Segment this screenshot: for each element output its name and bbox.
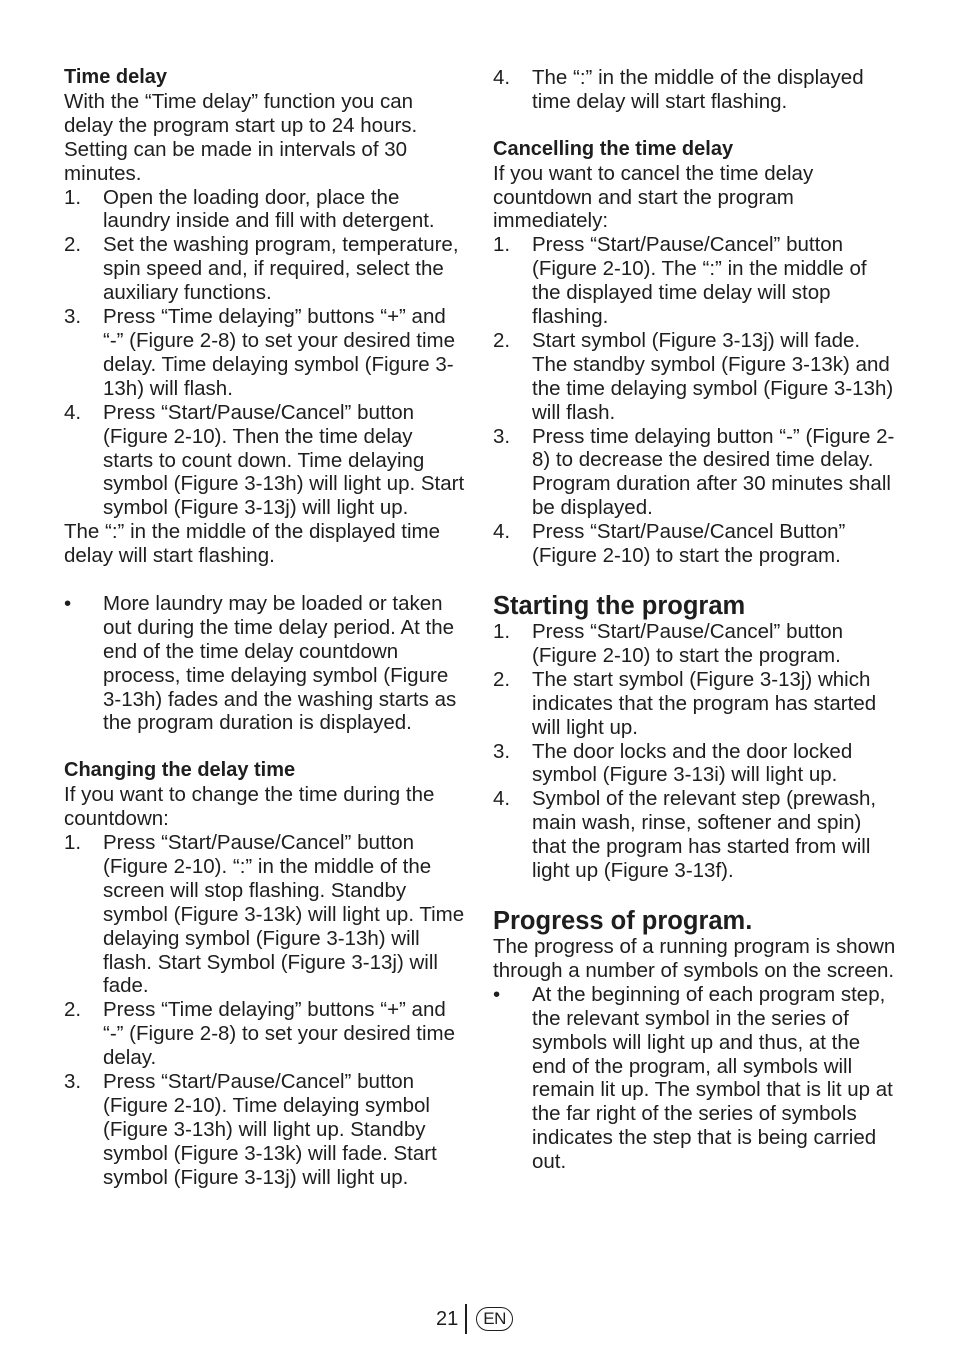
step-number: 4. — [493, 66, 511, 89]
cancelling-delay-steps — [493, 233, 897, 568]
list-item — [493, 233, 897, 329]
time-delay-after-note: The “:” in the middle of the displayed time delay will start flashing. — [64, 520, 441, 568]
page-number: 21 — [436, 1307, 459, 1330]
step-text: Press “Start/Pause/Cancel” button (Figure 2-10) to start the program. — [532, 620, 844, 667]
step-number: 1. — [493, 620, 511, 644]
step-number: 4. — [493, 787, 511, 811]
step-text: Start symbol (Figure 3-13j) will fade. The standby symbol (Figure 3-13k) and the time delaying symbol (Figure 3-13h) will flash. — [532, 328, 894, 424]
list-item — [493, 425, 897, 521]
step-number: 3. — [64, 1070, 82, 1094]
list-item — [64, 998, 466, 1070]
step-number: 1. — [493, 233, 511, 257]
changing-delay-steps — [64, 831, 466, 1190]
step-text: Open the loading door, place the laundry inside and fill with detergent. — [103, 185, 435, 233]
step-text: Press “Time delaying” buttons “+” and “-” (Figure 2-8) to set your desired time delay. Time delaying symbol (Figure 3-13h) will flash. — [103, 305, 456, 400]
list-item — [493, 787, 897, 883]
left-column — [64, 66, 466, 1190]
step-number: 2. — [493, 328, 511, 352]
list-item — [493, 520, 897, 568]
progress-program-intro: The progress of a running program is shown through a number of symbols on the screen. — [493, 934, 896, 982]
progress-program-heading: Progress of program. — [493, 906, 753, 935]
step-text: Press “Start/Pause/Cancel” button (Figure 2-10). “:” in the middle of the screen will stop flashing. Standby symbol (Figure 3-13k) will light up. Time delaying symbol (Figure 3-13h) will flash. Start Symbol (Figure 3-13j) will fade. — [103, 830, 465, 998]
step-number: 1. — [64, 830, 82, 854]
step-number: 2. — [493, 667, 511, 691]
step-number: 3. — [493, 424, 511, 448]
step-text: Press “Start/Pause/Cancel” button (Figure 2-10). Time delaying symbol (Figure 3-13h) will light up. Standby symbol (Figure 3-13k) will fade. Start symbol (Figure 3-13j) will light up. — [103, 1070, 437, 1189]
step-text: Press “Start/Pause/Cancel” button (Figure 2-10). The “:” in the middle of the displayed time delay will stop flashing. — [532, 233, 867, 329]
time-delay-steps — [64, 186, 466, 521]
language-badge: EN — [476, 1307, 513, 1331]
bullet-mark: • — [493, 982, 501, 1006]
list-item — [493, 983, 897, 1174]
step-text: Symbol of the relevant step (prewash, main wash, rinse, softener and spin) that the program has started from will light up (Figure 3-13f). — [532, 787, 877, 883]
step-text: Press “Start/Pause/Cancel Button” (Figure 2-10) to start the program. — [532, 520, 846, 568]
progress-program-bullets — [493, 983, 897, 1174]
list-item — [64, 592, 466, 735]
step-text: The door locks and the door locked symbol (Figure 3-13i) will light up. — [532, 739, 853, 787]
step-number: 2. — [64, 233, 82, 257]
changing-delay-intro: If you want to change the time during the countdown: — [64, 783, 435, 831]
time-delay-heading: Time delay — [64, 66, 168, 88]
list-item — [493, 329, 897, 425]
list-item — [64, 831, 466, 998]
bullet-text: More laundry may be loaded or taken out during the time delay period. At the end of the time delay countdown process, time delaying symbol (Figure 3-13h) fades and the washing starts as the program duration is displayed. — [103, 591, 457, 735]
footer-divider — [465, 1304, 467, 1334]
bullet-mark: • — [64, 591, 72, 615]
step-text: The start symbol (Figure 3-13j) which indicates that the program has started will light up. — [532, 667, 877, 739]
cancelling-delay-heading: Cancelling the time delay — [493, 137, 734, 160]
time-delay-intro: With the “Time delay” function you can delay the program start up to 24 hours. Setting can be made in intervals of 30 minutes. — [64, 89, 418, 185]
step-number: 2. — [64, 998, 82, 1022]
step-number: 3. — [493, 739, 511, 763]
step-number: 1. — [64, 185, 82, 209]
step-text: Press “Time delaying” buttons “+” and “-” (Figure 2-8) to set your desired time delay. — [103, 998, 456, 1070]
step-number: 4. — [64, 400, 82, 424]
step-text: Set the washing program, temperature, spin speed and, if required, select the auxiliary functions. — [103, 233, 459, 305]
cancelling-delay-intro: If you want to cancel the time delay countdown and start the program immediately: — [493, 161, 814, 233]
bullet-text: At the beginning of each program step, the relevant symbol in the series of symbols will light up and thus, at the end of the program, all symbols will remain lit up. The symbol that is lit up at the far right of the series of symbols indicates the step that is being carried out. — [532, 982, 893, 1174]
step-text: The “:” in the middle of the displayed time delay will start flashing. — [532, 66, 864, 113]
list-item — [64, 233, 466, 305]
starting-program-heading: Starting the program — [493, 592, 746, 621]
continued-steps — [493, 66, 897, 114]
list-item — [493, 66, 897, 114]
changing-delay-heading: Changing the delay time — [64, 759, 296, 782]
list-item — [64, 186, 466, 234]
page-footer — [436, 1303, 513, 1335]
list-item — [493, 740, 897, 788]
time-delay-bullets — [64, 592, 466, 735]
step-text: Press time delaying button “-” (Figure 2-8) to decrease the desired time delay. Program duration after 30 minutes shall be displayed. — [532, 424, 895, 520]
starting-program-steps — [493, 620, 897, 883]
list-item — [493, 668, 897, 740]
list-item — [493, 620, 897, 668]
step-number: 4. — [493, 520, 511, 544]
step-number: 3. — [64, 305, 82, 329]
right-column — [493, 66, 897, 1174]
list-item — [64, 1070, 466, 1190]
list-item — [64, 401, 466, 521]
step-text: Press “Start/Pause/Cancel” button (Figure 2-10). Then the time delay starts to count down. Time delaying symbol (Figure 3-13h) will light up. Start symbol (Figure 3-13j) will light up. — [103, 400, 465, 520]
list-item — [64, 305, 466, 401]
